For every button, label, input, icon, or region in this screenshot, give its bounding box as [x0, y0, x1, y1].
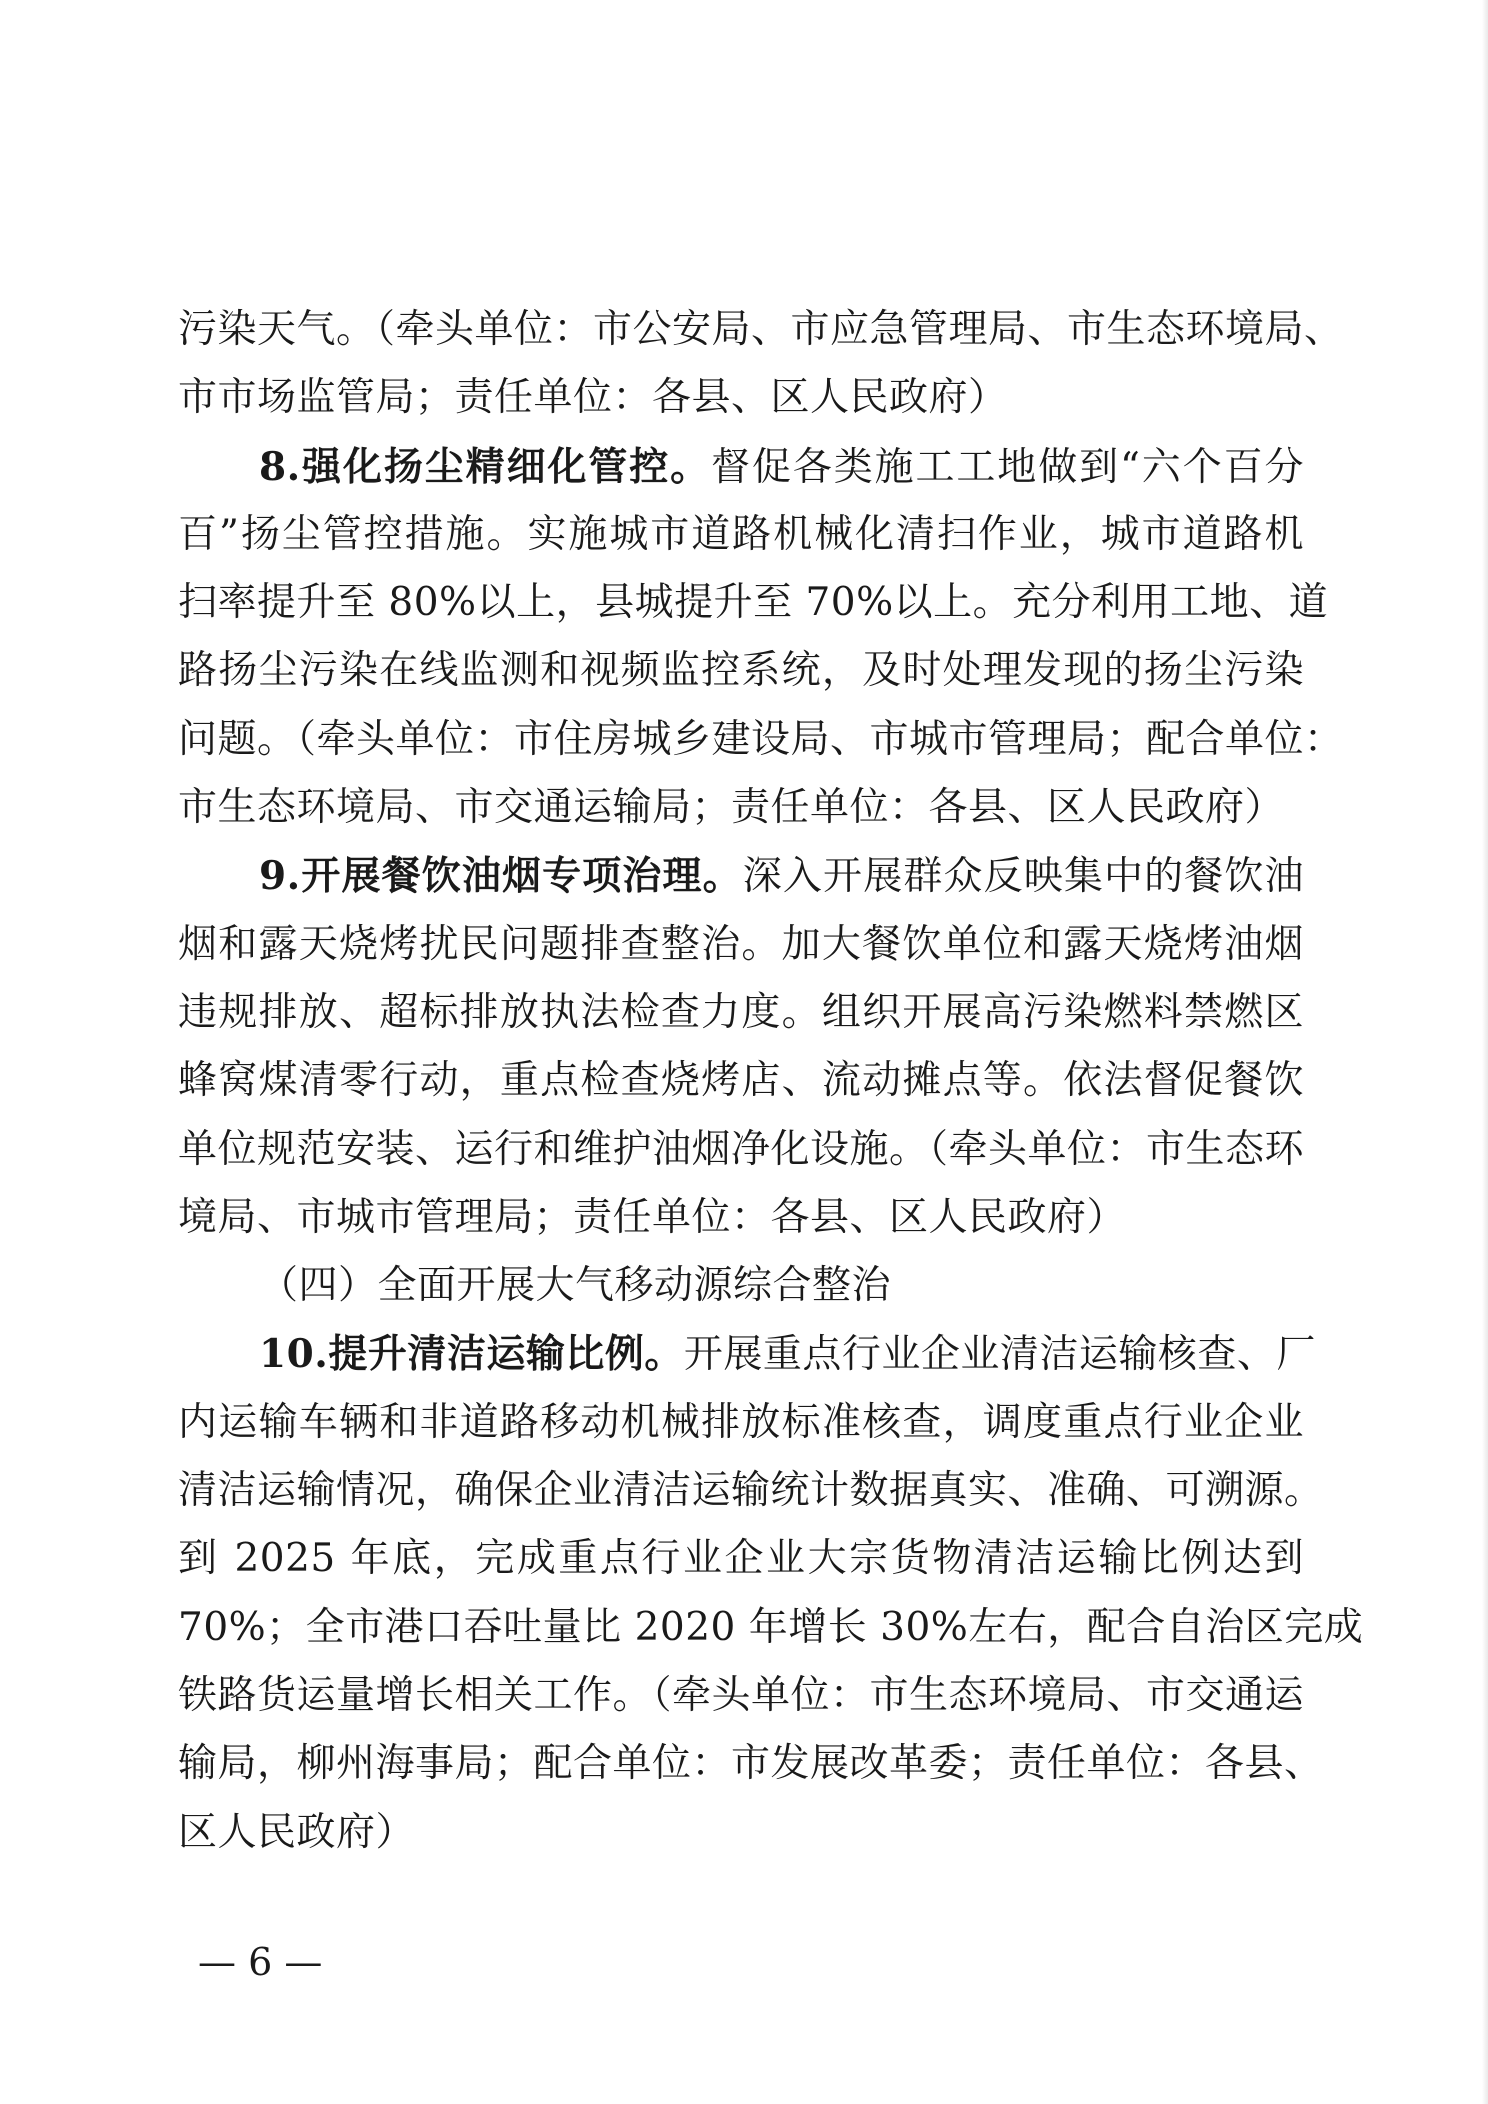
item-9-text: 深入开展群众反映集中的餐饮油 [742, 854, 1304, 900]
item-10-paragraph [178, 1320, 1364, 1866]
document-body [178, 296, 1364, 1867]
item-8-paragraph [178, 433, 1344, 843]
item-8-heading: 8.强化扬尘精细化管控。 [259, 443, 712, 490]
page-edge-shadow [1482, 0, 1488, 2104]
page-number: — 6 — [198, 1940, 323, 1984]
item-8-text: 督促各类施工工地做到“六个百分 [711, 444, 1304, 490]
paragraph-line: 市生态环境局、市交通运输局；责任单位：各县、区人民政府） [178, 785, 1285, 831]
section-heading: （四）全面开展大气移动源综合整治 [259, 1263, 892, 1309]
paragraph-line: 蜂窝煤清零行动，重点检查烧烤店、流动摊点等。依法督促餐饮 [178, 1058, 1304, 1104]
paragraph-line: 路扬尘污染在线监测和视频监控系统，及时处理发现的扬尘污染 [178, 648, 1304, 694]
paragraph-line: 扫率提升至 80%以上，县城提升至 70%以上。充分利用工地、道 [178, 580, 1329, 626]
paragraph-line: 清洁运输情况，确保企业清洁运输统计数据真实、准确、可溯源。 [178, 1468, 1324, 1514]
paragraph-line: 70%；全市港口吞吐量比 2020 年增长 30%左右，配合自治区完成 [178, 1604, 1364, 1650]
paragraph-line: 污染天气。（牵头单位：市公安局、市应急管理局、市生态环境局、 [178, 307, 1344, 352]
paragraph-line: 违规排放、超标排放执法检查力度。组织开展高污染燃料禁燃区 [178, 989, 1304, 1035]
paragraph-line: 内运输车辆和非道路移动机械排放标准核查，调度重点行业企业 [178, 1399, 1304, 1445]
paragraph-line: 单位规范安装、运行和维护油烟净化设施。（牵头单位：市生态环 [178, 1126, 1305, 1172]
item-10-heading: 10.提升清洁运输比例。 [259, 1331, 684, 1378]
paragraph-line: 区人民政府） [178, 1809, 416, 1855]
paragraph-line: 铁路货运量增长相关工作。（牵头单位：市生态环境局、市交通运 [178, 1672, 1305, 1718]
paragraph-line: 烟和露天烧烤扰民问题排查整治。加大餐饮单位和露天烧烤油烟 [178, 921, 1304, 967]
paragraph-line: 到 2025 年底，完成重点行业企业大宗货物清洁运输比例达到 [178, 1536, 1304, 1582]
paragraph-line: 问题。（牵头单位：市住房城乡建设局、市城市管理局；配合单位： [178, 716, 1344, 762]
paragraph-line: 输局，柳州海事局；配合单位：市发展改革委；责任单位：各县、 [178, 1741, 1324, 1787]
paragraph-line [178, 1320, 1316, 1388]
paragraph-line: 境局、市城市管理局；责任单位：各县、区人民政府） [178, 1194, 1127, 1240]
paragraph-line [178, 842, 1304, 910]
item-10-text: 开展重点行业企业清洁运输核查、厂 [683, 1332, 1316, 1378]
paragraph-line [178, 433, 1304, 501]
paragraph-line: 市市场监管局；责任单位：各县、区人民政府） [178, 375, 1008, 421]
paragraph-line: 百”扬尘管控措施。实施城市道路机械化清扫作业，城市道路机 [178, 511, 1304, 557]
item-9-paragraph [178, 842, 1304, 1252]
item-9-heading: 9.开展餐饮油烟专项治理。 [259, 853, 743, 900]
